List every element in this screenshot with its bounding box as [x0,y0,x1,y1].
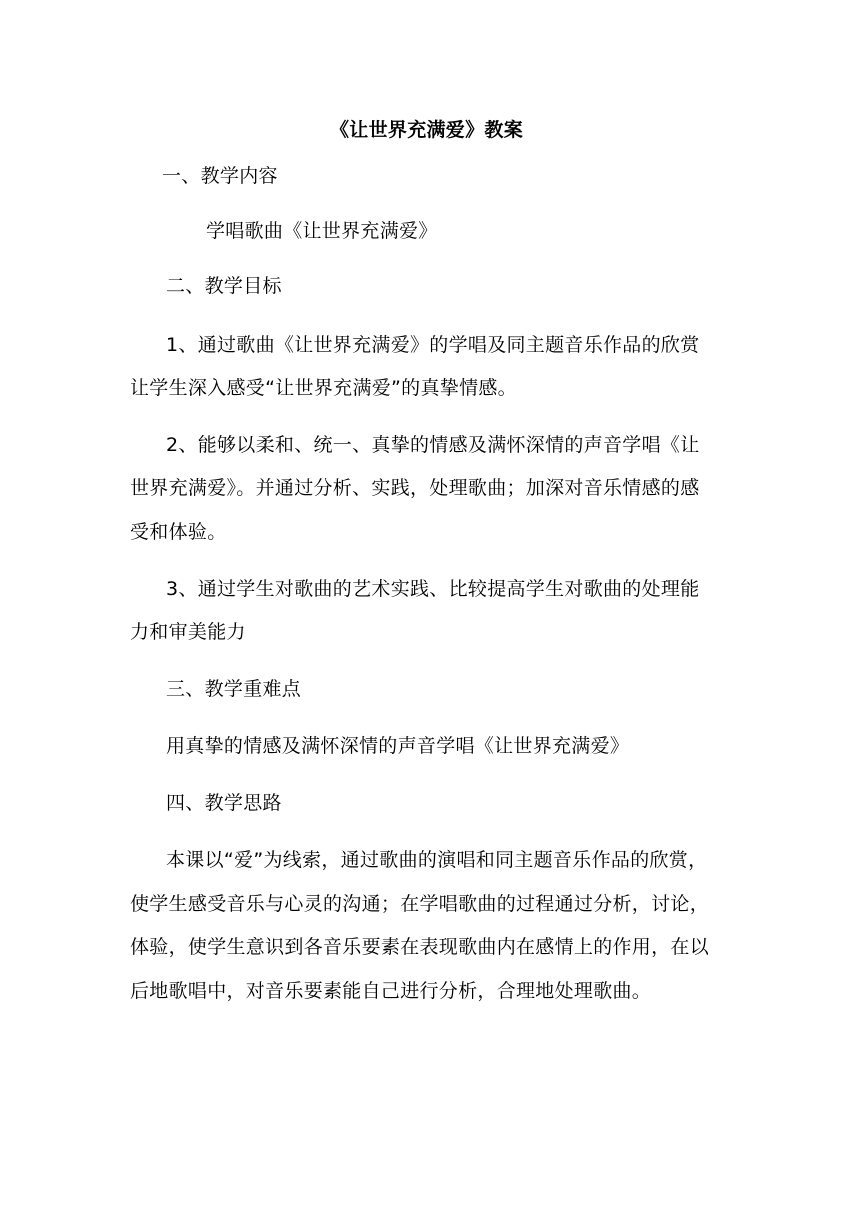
section-heading-content: 一、教学内容 [162,165,278,187]
goal-3-line-2: 力和审美能力 [130,621,246,643]
goal-2-line-3: 受和体验。 [130,521,227,543]
document-title: 《让世界充满爱》教案 [330,119,524,141]
section-body-key-points: 用真挚的情感及满怀深情的声音学唱《让世界充满爱》 [166,735,630,757]
approach-line-1: 本课以“爱”为线索，通过歌曲的演唱和同主题音乐作品的欣赏， [166,849,708,871]
goal-1-line-1: 1、通过歌曲《让世界充满爱》的学唱及同主题音乐作品的欣赏 [166,334,700,356]
approach-line-4: 后地歌唱中，对音乐要素能自己进行分析，合理地处理歌曲。 [130,980,652,1002]
approach-line-2: 使学生感受音乐与心灵的沟通；在学唱歌曲的过程通过分析，讨论， [130,893,710,915]
approach-line-3: 体验，使学生意识到各音乐要素在表现歌曲内在感情上的作用，在以 [130,936,710,958]
section-heading-approach: 四、教学思路 [166,792,282,814]
goal-3-line-1: 3、通过学生对歌曲的艺术实践、比较提高学生对歌曲的处理能 [166,578,700,600]
section-heading-key-points: 三、教学重难点 [166,678,302,700]
goal-1-line-2: 让学生深入感受“让世界充满爱”的真挚情感。 [130,377,517,399]
goal-2-line-2: 世界充满爱》。并通过分析、实践，处理歌曲；加深对音乐情感的感 [130,477,700,499]
section-heading-goals: 二、教学目标 [166,275,282,297]
goal-2-line-1: 2、能够以柔和、统一、真挚的情感及满怀深情的声音学唱《让 [166,434,700,456]
section-body-content: 学唱歌曲《让世界充满爱》 [206,220,438,242]
